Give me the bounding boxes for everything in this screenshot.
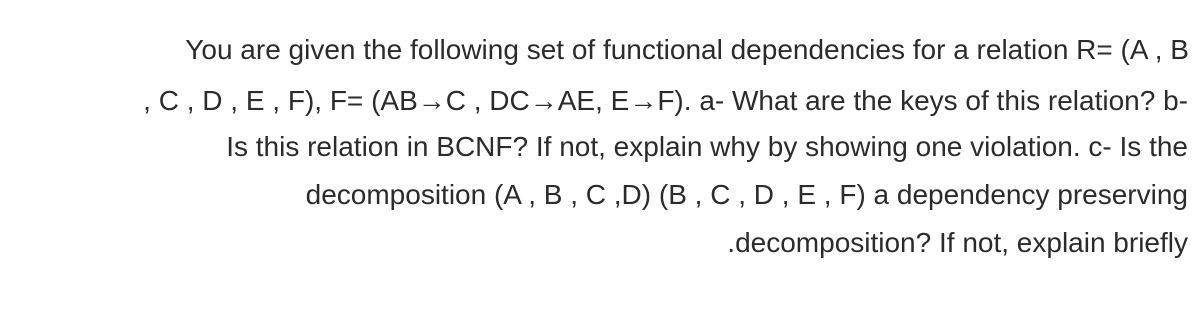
question-line-1: You are given the following set of functional dependencies for a relation R= (A , B [185,34,1189,65]
question-line-2: , C , D , E , F), F= (AB→C , DC→AE, E→F). a- What are the keys of this relation? b- [143,85,1188,116]
question-line-4: decomposition (A , B , C ,D) (B , C , D , E , F) a dependency preserving [305,179,1188,210]
question-line-3: Is this relation in BCNF? If not, explain why by showing one violation. c- Is the [226,131,1188,162]
question-line-5: .decomposition? If not, explain briefly [727,227,1188,258]
